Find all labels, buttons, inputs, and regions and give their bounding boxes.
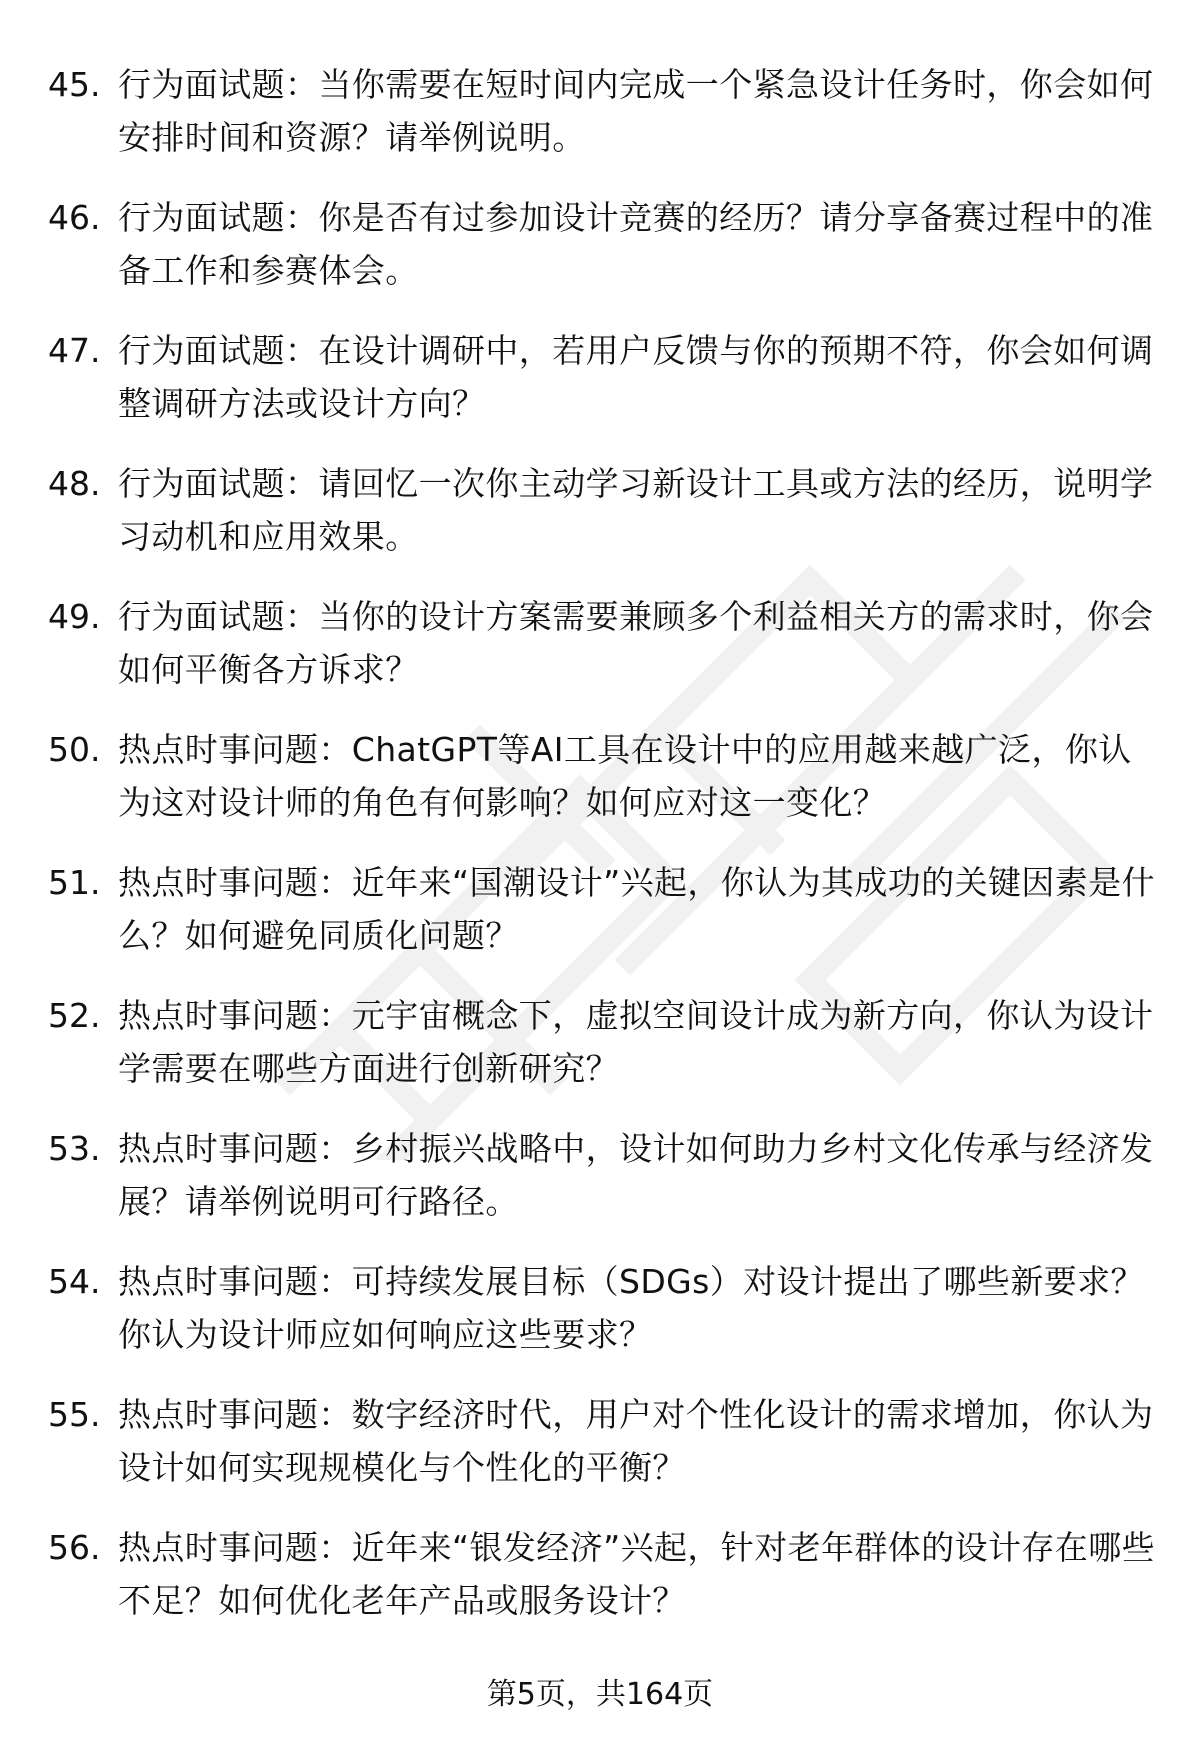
question-text: 热点时事问题：近年来“国潮设计”兴起，你认为其成功的关键因素是什么？如何避免同质化问题？	[118, 863, 1155, 955]
question-text: 热点时事问题：ChatGPT等AI工具在设计中的应用越来越广泛，你认为这对设计师的角色有何影响？如何应对这一变化？	[118, 730, 1132, 822]
question-text: 热点时事问题：数字经济时代，用户对个性化设计的需求增加，你认为设计如何实现规模化与个性化的平衡？	[118, 1395, 1154, 1487]
question-number: 46.	[48, 198, 101, 237]
list-item	[48, 590, 1158, 723]
list-item	[48, 1255, 1158, 1388]
question-text: 行为面试题：你是否有过参加设计竞赛的经历？请分享备赛过程中的准备工作和参赛体会。	[118, 198, 1154, 290]
question-text: 行为面试题：在设计调研中，若用户反馈与你的预期不符，你会如何调整调研方法或设计方向？	[118, 331, 1154, 423]
question-text: 行为面试题：当你需要在短时间内完成一个紧急设计任务时，你会如何安排时间和资源？请举例说明。	[118, 65, 1154, 157]
question-number: 47.	[48, 331, 101, 370]
list-item	[48, 191, 1158, 324]
list-item	[48, 1388, 1158, 1521]
question-text: 热点时事问题：近年来“银发经济”兴起，针对老年群体的设计存在哪些不足？如何优化老年产品或服务设计？	[118, 1528, 1155, 1620]
question-list	[48, 58, 1158, 1654]
question-number: 45.	[48, 65, 101, 104]
question-text: 热点时事问题：元宇宙概念下，虚拟空间设计成为新方向，你认为设计学需要在哪些方面进行创新研究？	[118, 996, 1154, 1088]
list-item	[48, 1122, 1158, 1255]
question-number: 56.	[48, 1528, 101, 1567]
question-text: 行为面试题：当你的设计方案需要兼顾多个利益相关方的需求时，你会如何平衡各方诉求？	[118, 597, 1154, 689]
list-item	[48, 1521, 1158, 1654]
question-number: 52.	[48, 996, 101, 1035]
question-number: 48.	[48, 464, 101, 503]
question-text: 行为面试题：请回忆一次你主动学习新设计工具或方法的经历，说明学习动机和应用效果。	[118, 464, 1154, 556]
question-number: 50.	[48, 730, 101, 769]
list-item	[48, 989, 1158, 1122]
question-number: 54.	[48, 1262, 101, 1301]
question-number: 55.	[48, 1395, 101, 1434]
question-number: 51.	[48, 863, 101, 902]
question-number: 53.	[48, 1129, 101, 1168]
list-item	[48, 856, 1158, 989]
question-number: 49.	[48, 597, 101, 636]
page-footer: 第5页，共164页	[486, 1677, 714, 1712]
list-item	[48, 723, 1158, 856]
list-item	[48, 58, 1158, 191]
list-item	[48, 324, 1158, 457]
question-text: 热点时事问题：可持续发展目标（SDGs）对设计提出了哪些新要求？你认为设计师应如何响应这些要求？	[118, 1262, 1144, 1354]
list-item	[48, 457, 1158, 590]
question-text: 热点时事问题：乡村振兴战略中，设计如何助力乡村文化传承与经济发展？请举例说明可行路径。	[118, 1129, 1154, 1221]
